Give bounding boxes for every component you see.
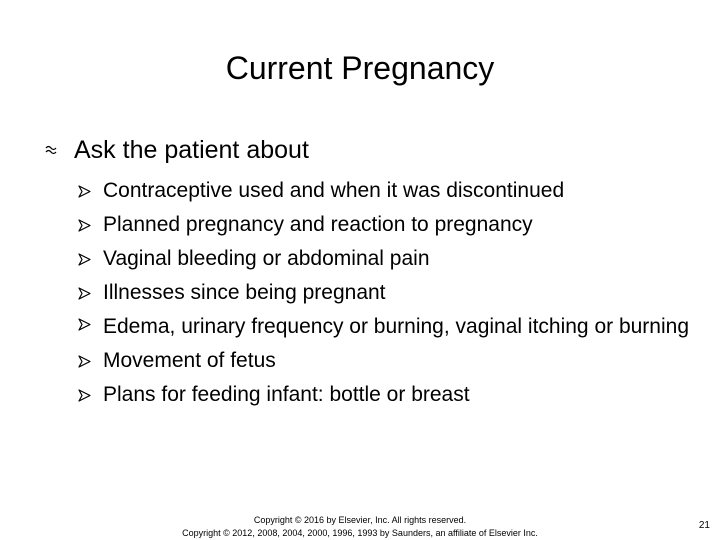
page-number: 21	[698, 520, 710, 531]
main-bullet-text: Ask the patient about	[74, 136, 309, 164]
arrowhead-bullet-icon	[78, 318, 91, 331]
list-item	[78, 344, 698, 378]
list-item	[78, 378, 698, 412]
copyright-line-2: Copyright © 2012, 2008, 2004, 2000, 1996, 1993 by Saunders, an affiliate of Elsevier Inc.	[182, 528, 538, 538]
list-item-text: Contraceptive used and when it was discontinued	[103, 179, 565, 202]
arrowhead-bullet-icon	[78, 287, 91, 300]
list-item-text: Vaginal bleeding or abdominal pain	[103, 247, 430, 270]
list-item	[78, 208, 698, 242]
slide-title: Current Pregnancy	[225, 50, 495, 86]
wave-bullet-icon	[45, 144, 59, 158]
list-item-text: Planned pregnancy and reaction to pregnancy	[103, 213, 533, 236]
arrowhead-bullet-icon	[78, 253, 91, 266]
list-item-text: Plans for feeding infant: bottle or breast	[103, 383, 470, 406]
arrowhead-bullet-icon	[78, 185, 91, 198]
arrowhead-bullet-icon	[78, 389, 91, 402]
list-item-text: Edema, urinary frequency or burning, vaginal itching or burning	[103, 315, 690, 338]
arrowhead-bullet-icon	[78, 355, 91, 368]
list-item-text: Illnesses since being pregnant	[103, 281, 386, 304]
list-item-text: Movement of fetus	[103, 349, 276, 372]
arrowhead-bullet-icon	[78, 219, 91, 232]
sub-bullet-list	[78, 174, 698, 412]
list-item	[78, 242, 698, 276]
list-item	[78, 276, 698, 310]
copyright-line-1: Copyright © 2016 by Elsevier, Inc. All rights reserved.	[253, 515, 467, 525]
list-item	[78, 174, 698, 208]
copyright-footer	[150, 514, 570, 540]
list-item	[78, 310, 698, 344]
